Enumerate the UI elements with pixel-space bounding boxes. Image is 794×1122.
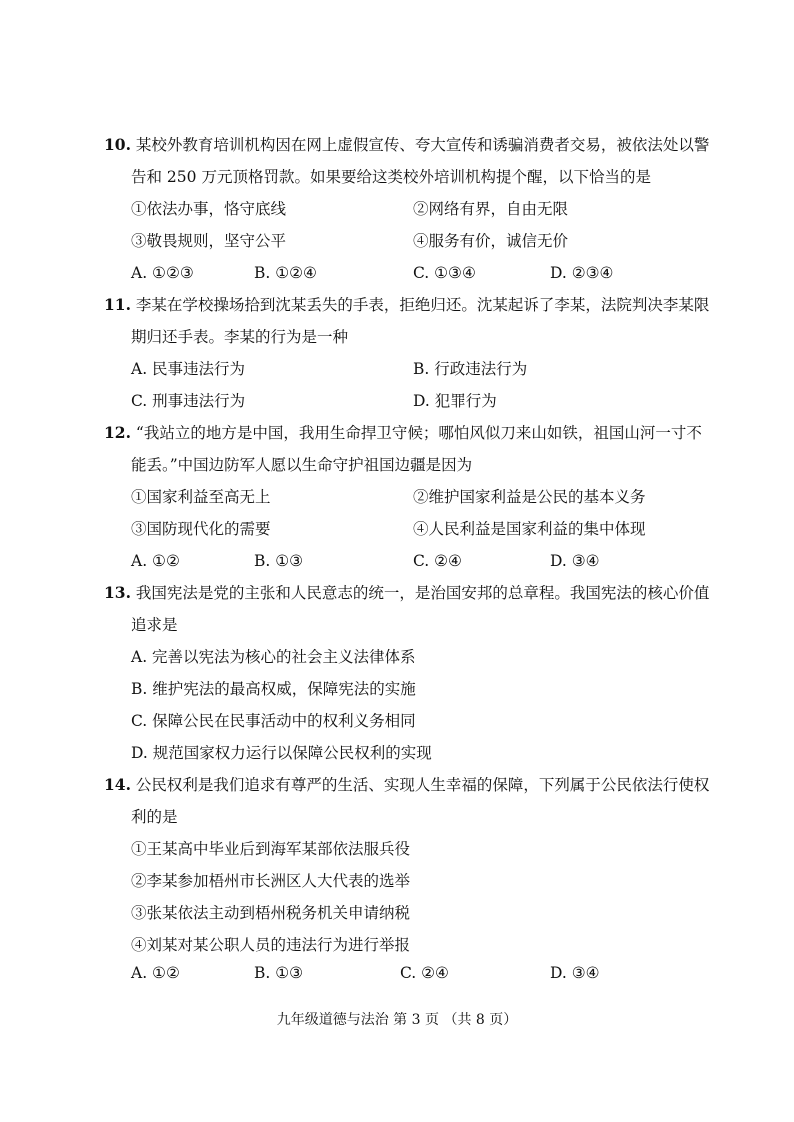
statement-item: ①王某高中毕业后到海军某部依法服兵役 (131, 840, 411, 858)
choice-a[interactable]: A. ①②③ (131, 264, 194, 282)
question-stem-text: 我国宪法是党的主张和人民意志的统一，是治国安邦的总章程。我国宪法的核心价值 (135, 584, 710, 602)
statement-item: ④刘某对某公职人员的违法行为进行举报 (131, 936, 411, 954)
question-stem-line (104, 134, 709, 156)
choice-d[interactable]: D. ③④ (550, 552, 600, 570)
question-stem-line: 追求是 (131, 616, 178, 634)
question-number: 11. (104, 295, 131, 314)
statement-item: ②李某参加梧州市长洲区人大代表的选举 (131, 872, 411, 890)
choice-a[interactable]: A. ①② (131, 552, 180, 570)
statement-item: ③张某依法主动到梧州税务机关申请纳税 (131, 904, 411, 922)
statement-item: ③敬畏规则，坚守公平 (131, 232, 287, 250)
choice-d[interactable]: D. ③④ (550, 964, 600, 982)
choice-d[interactable]: D. ②③④ (550, 264, 614, 282)
question-stem-line (104, 774, 709, 796)
question-stem-text: 李某在学校操场拾到沈某丢失的手表，拒绝归还。沈某起诉了李某，法院判决李某限 (135, 296, 710, 314)
statement-item: ①国家利益至高无上 (131, 488, 271, 506)
page-footer: 九年级道德与法治 第 3 页 （共 8 页） (276, 1012, 518, 1028)
choice-c[interactable]: C. 保障公民在民事活动中的权利义务相同 (131, 712, 416, 730)
choice-d[interactable]: D. 规范国家权力运行以保障公民权利的实现 (131, 744, 432, 762)
question-stem-text: “我站立的地方是中国，我用生命捍卫守候；哪怕风似刀来山如铁，祖国山河一寸不 (135, 424, 702, 442)
choice-c[interactable]: C. 刑事违法行为 (131, 392, 246, 410)
question-stem-line (104, 582, 709, 604)
choice-c[interactable]: C. ①③④ (413, 264, 476, 282)
choice-d[interactable]: D. 犯罪行为 (413, 392, 497, 410)
question-stem-line (104, 294, 709, 316)
choice-b[interactable]: B. 行政违法行为 (413, 360, 528, 378)
question-number: 10. (104, 135, 131, 154)
choice-b[interactable]: B. ①②④ (254, 264, 317, 282)
choice-c[interactable]: C. ②④ (413, 552, 462, 570)
question-number: 14. (104, 775, 131, 794)
choice-a[interactable]: A. 完善以宪法为核心的社会主义法律体系 (131, 648, 416, 666)
statement-item: ①依法办事，恪守底线 (131, 200, 287, 218)
choice-a[interactable]: A. ①② (131, 964, 180, 982)
statement-item: ②网络有界，自由无限 (413, 200, 569, 218)
question-stem-text: 公民权利是我们追求有尊严的生活、实现人生幸福的保障，下列属于公民依法行使权 (135, 776, 710, 794)
choice-a[interactable]: A. 民事违法行为 (131, 360, 246, 378)
statement-item: ④服务有价，诚信无价 (413, 232, 569, 250)
question-stem-line: 期归还手表。李某的行为是一种 (131, 328, 349, 346)
question-stem-line: 能丢。”中国边防军人愿以生命守护祖国边疆是因为 (131, 456, 473, 474)
statement-item: ③国防现代化的需要 (131, 520, 271, 538)
choice-b[interactable]: B. ①③ (254, 552, 304, 570)
statement-item: ④人民利益是国家利益的集中体现 (413, 520, 646, 538)
choice-b[interactable]: B. ①③ (254, 964, 304, 982)
choice-c[interactable]: C. ②④ (400, 964, 449, 982)
statement-item: ②维护国家利益是公民的基本义务 (413, 488, 646, 506)
question-stem-text: 某校外教育培训机构因在网上虚假宣传、夸大宣传和诱骗消费者交易，被依法处以警 (135, 136, 710, 154)
question-stem-line: 告和 250 万元顶格罚款。如果要给这类校外培训机构提个醒，以下恰当的是 (131, 168, 651, 186)
question-number: 13. (104, 583, 131, 602)
choice-b[interactable]: B. 维护宪法的最高权威，保障宪法的实施 (131, 680, 416, 698)
question-stem-line: 利的是 (131, 808, 178, 826)
question-number: 12. (104, 423, 131, 442)
question-stem-line (104, 422, 702, 444)
